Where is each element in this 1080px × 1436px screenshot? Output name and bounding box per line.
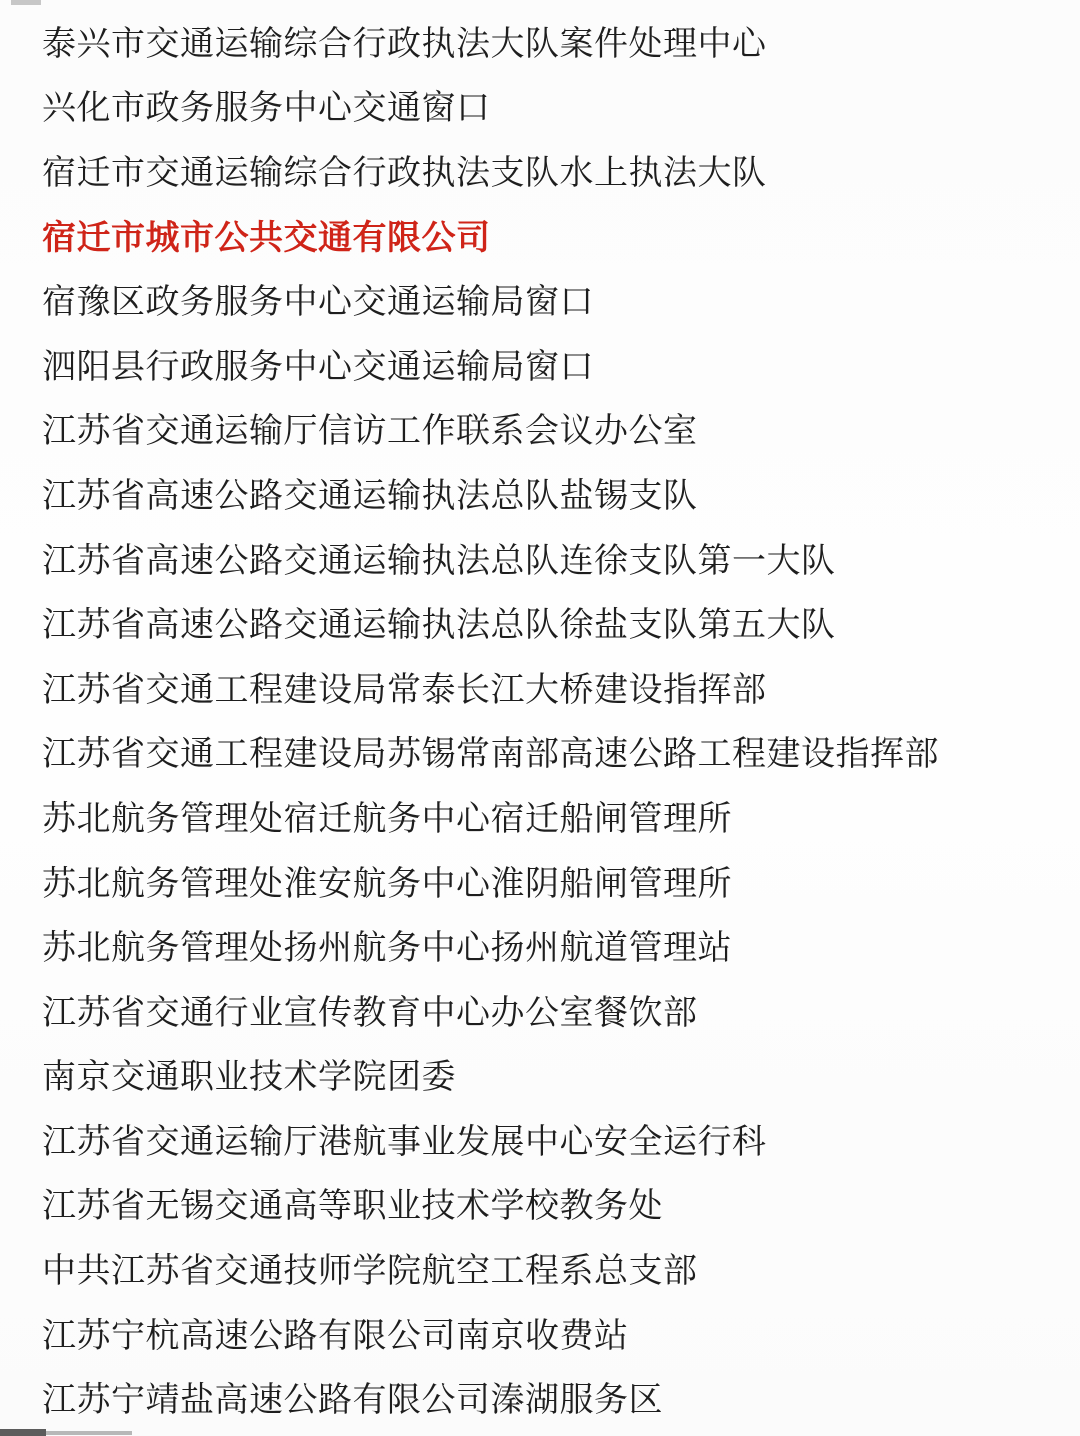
org-list (0, 8, 1080, 1429)
list-item (0, 1235, 1080, 1300)
list-item (0, 137, 1080, 202)
org-name: 苏北航务管理处宿迁航务中心宿迁船闸管理所 (42, 799, 732, 838)
list-item (0, 266, 1080, 331)
org-name: 江苏宁杭高速公路有限公司南京收费站 (42, 1316, 629, 1355)
list-item (0, 1106, 1080, 1171)
org-name: 苏北航务管理处扬州航务中心扬州航道管理站 (42, 929, 732, 968)
org-name: 江苏省交通工程建设局苏锡常南部高速公路工程建设指挥部 (42, 735, 939, 774)
list-item (0, 460, 1080, 525)
org-name: 江苏省交通行业宣传教育中心办公室餐饮部 (42, 993, 698, 1032)
org-name: 江苏宁靖盐高速公路有限公司溱湖服务区 (42, 1381, 663, 1420)
org-name: 苏北航务管理处淮安航务中心淮阴船闸管理所 (42, 864, 732, 903)
org-name: 江苏省高速公路交通运输执法总队徐盐支队第五大队 (42, 606, 836, 645)
list-item (0, 202, 1080, 267)
org-name: 江苏省高速公路交通运输执法总队连徐支队第一大队 (42, 541, 836, 580)
list-item (0, 1042, 1080, 1107)
org-name: 泰兴市交通运输综合行政执法大队案件处理中心 (42, 24, 767, 63)
list-item (0, 589, 1080, 654)
list-item (0, 912, 1080, 977)
list-item (0, 848, 1080, 913)
cutoff-text-fragment-top (11, 0, 41, 5)
org-name: 江苏省交通运输厅港航事业发展中心安全运行科 (42, 1122, 767, 1161)
list-item (0, 1300, 1080, 1365)
list-item (0, 331, 1080, 396)
org-name: 江苏省交通工程建设局常泰长江大桥建设指挥部 (42, 670, 767, 709)
org-name: 兴化市政务服务中心交通窗口 (42, 89, 491, 128)
list-item (0, 73, 1080, 138)
org-name: 宿迁市交通运输综合行政执法支队水上执法大队 (42, 153, 767, 192)
list-item (0, 719, 1080, 784)
org-name: 江苏省交通运输厅信访工作联系会议办公室 (42, 412, 698, 451)
list-item (0, 783, 1080, 848)
cutoff-text-fragment-bottom (0, 1429, 46, 1436)
org-name: 江苏省无锡交通高等职业技术学校教务处 (42, 1187, 663, 1226)
list-item (0, 654, 1080, 719)
org-name: 泗阳县行政服务中心交通运输局窗口 (42, 347, 594, 386)
org-name: 宿豫区政务服务中心交通运输局窗口 (42, 283, 594, 322)
org-name: 南京交通职业技术学院团委 (42, 1058, 456, 1097)
list-item (0, 1364, 1080, 1429)
org-name: 中共江苏省交通技师学院航空工程系总支部 (42, 1252, 698, 1291)
cutoff-text-fragment-bottom-light (46, 1431, 132, 1435)
list-item (0, 977, 1080, 1042)
org-name: 宿迁市城市公共交通有限公司 (42, 218, 491, 257)
list-item (0, 396, 1080, 461)
list-item (0, 1171, 1080, 1236)
list-item (0, 525, 1080, 590)
list-item (0, 8, 1080, 73)
org-name: 江苏省高速公路交通运输执法总队盐锡支队 (42, 476, 698, 515)
